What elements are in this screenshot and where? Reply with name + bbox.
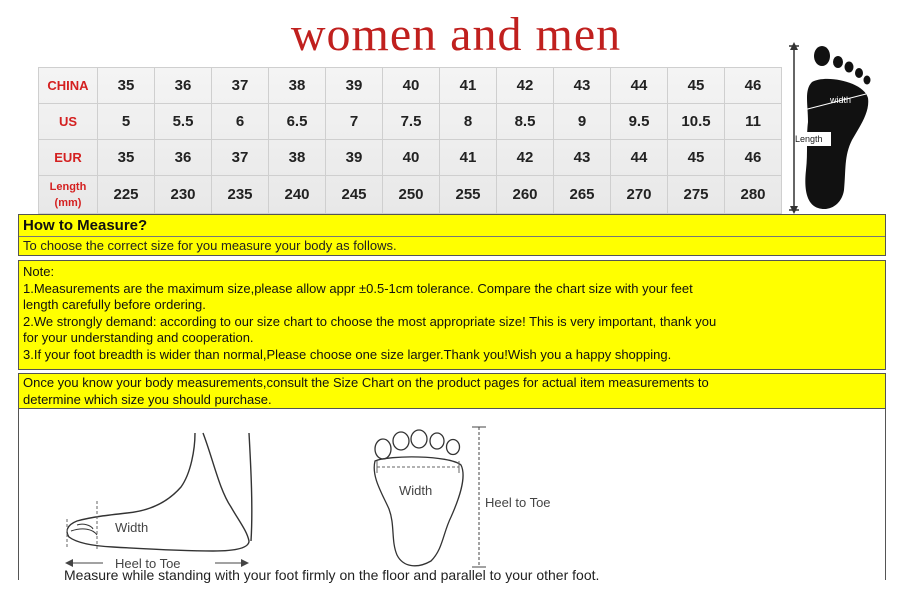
note-box bbox=[18, 260, 886, 370]
size-row bbox=[39, 68, 782, 104]
size-cell: 270 bbox=[611, 176, 668, 214]
size-cell: 45 bbox=[668, 68, 725, 104]
note-line: length carefully before ordering. bbox=[23, 297, 206, 312]
size-chart-table bbox=[38, 67, 782, 214]
size-cell: 37 bbox=[212, 68, 269, 104]
size-cell: 8 bbox=[440, 104, 497, 140]
size-cell: 44 bbox=[611, 140, 668, 176]
size-row bbox=[39, 104, 782, 140]
note-line: 3.If your foot breadth is wider than normal,Please choose one size larger.Thank you!Wish you a happy shopping. bbox=[23, 346, 672, 362]
size-cell: 39 bbox=[326, 140, 383, 176]
size-cell: 46 bbox=[725, 140, 782, 176]
size-cell: 280 bbox=[725, 176, 782, 214]
size-chart-note-line: Once you know your body measurements,consult the Size Chart on the product pages for actual item measurements to bbox=[23, 375, 709, 390]
size-cell: 5.5 bbox=[155, 104, 212, 140]
sole-width-label: Width bbox=[399, 483, 433, 498]
row-header-label: CHINA bbox=[47, 78, 89, 93]
size-cell: 40 bbox=[383, 68, 440, 104]
note-line: 2.We strongly demand: according to our size chart to choose the most appropriate size! This is very important, thank you bbox=[23, 313, 717, 329]
size-cell: 260 bbox=[497, 176, 554, 214]
size-cell: 43 bbox=[554, 68, 611, 104]
size-cell: 45 bbox=[668, 140, 725, 176]
size-cell: 8.5 bbox=[497, 104, 554, 140]
side-foot-diagram bbox=[63, 429, 283, 569]
how-to-measure-subtitle: To choose the correct size for you measure your body as follows. bbox=[23, 238, 397, 253]
size-cell: 235 bbox=[212, 176, 269, 214]
size-cell: 36 bbox=[155, 68, 212, 104]
row-header-label: EUR bbox=[54, 150, 82, 165]
row-header bbox=[39, 104, 98, 140]
row-header bbox=[39, 68, 98, 104]
size-cell: 37 bbox=[212, 140, 269, 176]
size-cell: 42 bbox=[497, 140, 554, 176]
row-header bbox=[39, 176, 98, 214]
size-cell: 9 bbox=[554, 104, 611, 140]
side-width-label: Width bbox=[115, 520, 149, 535]
size-row bbox=[39, 140, 782, 176]
size-cell: 225 bbox=[98, 176, 155, 214]
size-cell: 255 bbox=[440, 176, 497, 214]
size-cell: 35 bbox=[98, 68, 155, 104]
foot-width-label: width bbox=[830, 95, 852, 105]
size-cell: 41 bbox=[440, 140, 497, 176]
size-cell: 6 bbox=[212, 104, 269, 140]
page-title: women and men bbox=[290, 8, 622, 61]
measure-diagram-area bbox=[18, 409, 886, 580]
size-row bbox=[39, 176, 782, 214]
row-header bbox=[39, 140, 98, 176]
size-cell: 5 bbox=[98, 104, 155, 140]
size-cell: 230 bbox=[155, 176, 212, 214]
size-cell: 35 bbox=[98, 140, 155, 176]
size-cell: 250 bbox=[383, 176, 440, 214]
size-cell: 11 bbox=[725, 104, 782, 140]
size-cell: 36 bbox=[155, 140, 212, 176]
note-label: Note: bbox=[23, 264, 55, 279]
size-cell: 38 bbox=[269, 140, 326, 176]
size-cell: 38 bbox=[269, 68, 326, 104]
size-cell: 41 bbox=[440, 68, 497, 104]
row-header-label: Length bbox=[49, 180, 87, 193]
size-cell: 275 bbox=[668, 176, 725, 214]
size-cell: 6.5 bbox=[269, 104, 326, 140]
how-to-measure-heading: How to Measure? bbox=[19, 216, 885, 237]
side-length-label: Heel to Toe bbox=[115, 556, 181, 569]
size-chart-note-line: determine which size you should purchase. bbox=[23, 391, 272, 407]
how-to-measure-box bbox=[18, 214, 886, 256]
size-cell: 10.5 bbox=[668, 104, 725, 140]
size-cell: 39 bbox=[326, 68, 383, 104]
foot-length-width-diagram bbox=[786, 42, 886, 214]
foot-length-label: Length bbox=[795, 134, 823, 144]
size-cell: 7.5 bbox=[383, 104, 440, 140]
size-cell: 240 bbox=[269, 176, 326, 214]
size-cell: 7 bbox=[326, 104, 383, 140]
size-cell: 43 bbox=[554, 140, 611, 176]
size-cell: 42 bbox=[497, 68, 554, 104]
row-header-label: US bbox=[58, 114, 78, 129]
size-cell: 245 bbox=[326, 176, 383, 214]
sole-diagram bbox=[359, 421, 559, 571]
size-cell: 44 bbox=[611, 68, 668, 104]
size-cell: 46 bbox=[725, 68, 782, 104]
size-cell: 40 bbox=[383, 140, 440, 176]
size-cell: 265 bbox=[554, 176, 611, 214]
note-line: for your understanding and cooperation. bbox=[23, 330, 254, 345]
size-chart-note-box bbox=[18, 373, 886, 409]
note-line: 1.Measurements are the maximum size,please allow appr ±0.5-1cm tolerance. Compare the chart size with your feet bbox=[23, 280, 693, 296]
sole-length-label: Heel to Toe bbox=[485, 495, 551, 510]
measure-caption: Measure while standing with your foot firmly on the floor and parallel to your other foot. bbox=[64, 567, 600, 583]
size-cell: 9.5 bbox=[611, 104, 668, 140]
row-header-sublabel: (mm) bbox=[54, 196, 82, 209]
